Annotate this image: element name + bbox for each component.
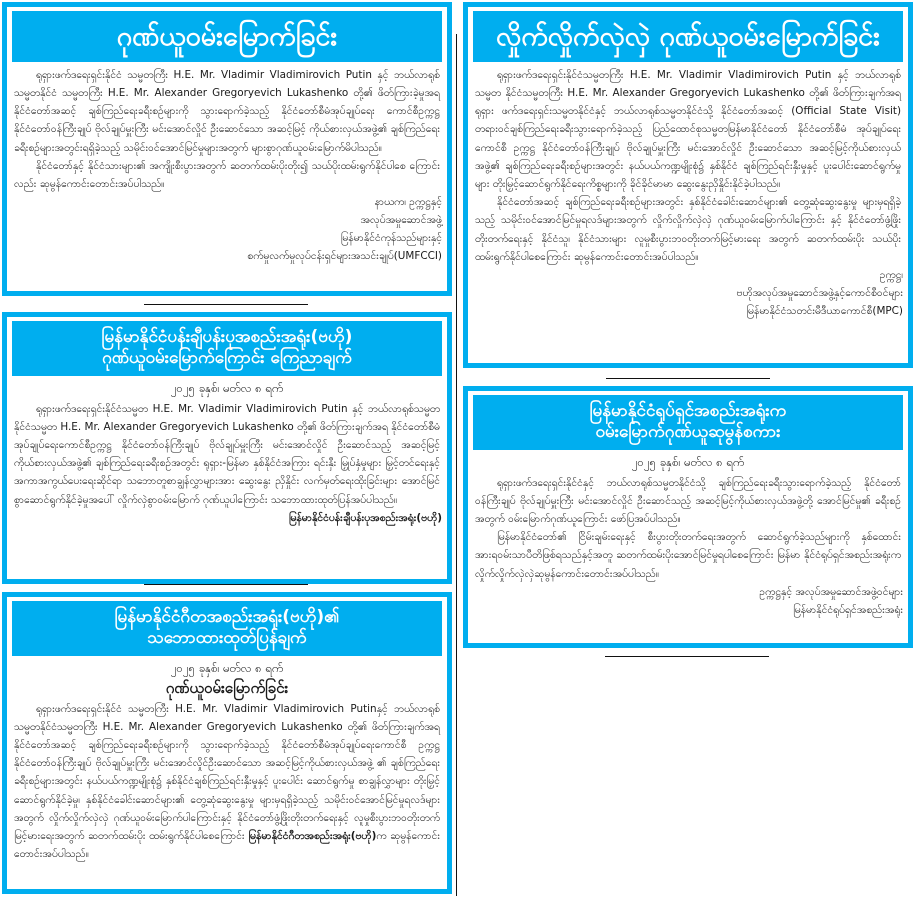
notice-body xyxy=(12,698,442,864)
signature-line: မြန်မာနိုင်ငံသတင်းမီဒီယာကောင်စီ(MPC) xyxy=(746,304,903,317)
signature-line: ဥက္ကဋ္ဌနှင့် အလုပ်အမှုဆောင်အဖွဲ့ဝင်များ xyxy=(759,585,903,598)
notice-body xyxy=(473,62,903,266)
notice-title-line: ဂုဏ်ယူဝမ်းမြောက်ကြောင်း ကြေညာချက် xyxy=(102,348,352,369)
notice-body xyxy=(12,398,442,509)
notice-title-line: မြန်မာနိုင်ငံရုပ်ရှင်အစည်းအရုံးက xyxy=(589,401,787,421)
notice-date: ၂၀၂၅ ခုနှစ်၊ မတ်လ ၈ ရက် xyxy=(170,660,284,675)
notice-press-council xyxy=(463,2,913,368)
notice-music-association xyxy=(2,592,452,894)
notice-title-line: လှိုက်လှိုက်လှဲလှဲ ဂုဏ်ယူဝမ်းမြောက်ခြင်း xyxy=(496,21,880,52)
notice-title xyxy=(12,11,442,62)
notice-signature xyxy=(12,509,442,527)
separator-rule xyxy=(144,584,308,585)
column-divider xyxy=(456,34,457,896)
notice-date: ၂၀၂၅ ခုနှစ်၊ မတ်လ ၈ ရက် xyxy=(631,454,745,469)
notice-date: ၂၀၂၅ ခုနှစ်၊ မတ်လ ၈ ရက် xyxy=(170,380,284,395)
notice-body xyxy=(473,472,903,583)
notice-paragraph: ရုရှားဖက်ဒရေးရှင်းနိုင်ငံ သမ္မတကြီး H.E. Mr. Vladimir Vladimirovich Putin နှင့် ဘယ်လာရုစ် သမ္မတနိုင်ငံ သမ္မတကြီး H.E. Mr. Alexander Gregoryevich Lukashenko တို့၏ ဖိတ်ကြားခဲ့မှုအရ နိုင်ငံတော်အဆင့် ချစ်ကြည်ရေးခရီးစဉ်များကို သွားရောက်ခဲ့သည့် နိုင်ငံတော်စီမံအုပ်ချုပ်ရေး ကောင်စီဥက္ကဋ္ဌ နိုင်ငံတော်ဝန်ကြီးချုပ် ဗိုလ်ချုပ်မှူးကြီး မင်းအောင်လှိုင် ဦးဆောင်သော အဆင့်မြင့် ကိုယ်စားလှယ်အဖွဲ့၏ ချစ်ကြည်ရေးခရီးစဉ်များအတွင်းရရှိခဲ့သည့် သမိုင်းဝင်အောင်မြင်မှုများအတွက် များစွာဂုဏ်ယူဝမ်းမြောက်မိပါသည်။ xyxy=(14,68,440,154)
notice-paragraph: ရုရှားဖက်ဒရေးရှင်းနိုင်ငံသမ္မတ H.E. Mr. Vladimir Vladimirovich Putin နှင့် ဘယ်လာရုစ်သမ္မတ နိုင်ငံသမ္မတ H.E. Mr. Alexander Gregoryevich Lukashenko တို့၏ ဖိတ်ကြားချက်အရ နိုင်ငံတော်စီမံ အုပ်ချုပ်ရေးကောင်စီဥက္ကဋ္ဌ နိုင်ငံတော်ဝန်ကြီးချုပ် ဗိုလ်ချုပ်မှူးကြီး မင်းအောင်လှိုင် ဦးဆောင်သည့် အဆင့်မြင့် ကိုယ်စားလှယ်အဖွဲ့၏ ချစ်ကြည်ရေးခရီးစဉ်အတွင်း ရုရှား-မြန်မာ နှစ်နိုင်ငံအကြား ရင်းနှီး မြှုပ်နှံမှုများ မြှင့်တင်ရေးနှင့် အကာအကွယ်ပေးရေးဆိုင်ရာ သဘောတူစာချွန်လွှာများအား ဆွေးနွေး ညှိနှိုင်း လက်မှတ်ရေးထိုးခြင်းများ အောင်မြင်စွာဆောင်ရွက်နိုင်ခဲ့မှုအပေါ် လှိုက်လှဲစွာဝမ်းမြောက် ဂုဏ်ယူပါကြောင်း သဘောထားထုတ်ပြန်အပ်ပါသည်။ xyxy=(14,402,440,506)
notice-title xyxy=(473,11,903,62)
notice-subheading: ဂုဏ်ယူဝမ်းမြောက်ခြင်း xyxy=(165,678,289,697)
notice-title-line: မြန်မာနိုင်ငံပန်းချီပန်းပုအစည်းအရုံး(ဗဟို) xyxy=(101,327,353,347)
notice-title xyxy=(12,601,442,656)
notice-signature xyxy=(473,266,903,320)
notice-title xyxy=(12,321,442,376)
signature-line: ဗဟိုအလုပ်အမှုဆောင်အဖွဲ့နှင့်ကောင်စီဝင်များ xyxy=(736,286,903,299)
notice-title xyxy=(473,395,903,450)
notice-paragraph: နိုင်ငံတော်နှင့် နိုင်ငံသားများ၏ အကျိုးစီးပွားအတွက် ဆတက်ထမ်းပိုးတိုး၍ သယ်ပိုးထမ်းရွက်နိုင်ပါစေ ကြောင်းလည်း ဆုမွန်ကောင်းတောင်းအပ်ပါသည်။ xyxy=(14,159,440,190)
separator-rule xyxy=(605,656,769,657)
signature-line: အလုပ်အမှုဆောင်အဖွဲ့ xyxy=(360,214,442,227)
signature-line: ဥက္ကဋ္ဌ၊ xyxy=(879,268,903,281)
notice-paragraph: ရုရှားဖက်ဒရေးရှင်းနိုင်ငံသမ္မတကြီး H.E. Mr. Vladimir Vladimirovich Putin နှင့် ဘယ်လာရုစ်သမ္မတ နိုင်ငံသမ္မတကြီး H.E. Mr. Alexander Gregoryevich Lukashenko တို့၏ ဖိတ်ကြားချက်အရ ရုရှား ဖက်ဒရေးရှင်းသမ္မတနိုင်ငံနှင့် ဘယ်လာရုစ်သမ္မတနိုင်ငံသို့ နိုင်ငံတော်အဆင့် (Official State Visit) တရားဝင်ချစ်ကြည်ရေးခရီးသွားရောက်ခဲ့သည့် ပြည်ထောင်စုသမ္မတမြန်မာနိုင်ငံတော် နိုင်ငံတော်စီမံ အုပ်ချုပ်ရေးကောင်စီ ဥက္ကဋ္ဌ နိုင်ငံတော်ဝန်ကြီးချုပ် ဗိုလ်ချုပ်မှူးကြီး မင်းအောင်လှိုင် ဦးဆောင်သော အဆင့်မြင့်ကိုယ်စားလှယ်အဖွဲ့၏ ချစ်ကြည်ရေးခရီးစဉ်များအတွင်း နယ်ပယ်ကဏ္ဍမျိုးစုံ၌ နှစ်နိုင်ငံ ချစ်ကြည်ရင်းနှီးမှုနှင့် ပူးပေါင်းဆောင်ရွက်မှုများ တိုးမြှင့်ဆောင်ရွက်နိုင်ရေးကိစ္စများကို ခိုင်ခိုင်မာမာ ဆွေးနွေးညှိနှိုင်းနိုင်ခဲ့ပါသည်။ xyxy=(475,68,901,190)
organization-name: မြန်မာနိုင်ငံဂီတအစည်းအရုံး(ဗဟို) xyxy=(248,829,377,842)
notice-body xyxy=(12,62,442,193)
notice-title-line: မြန်မာနိုင်ငံဂီတအစည်းအရုံး(ဗဟို)၏ xyxy=(114,607,340,627)
notice-title-line: သဘောထားထုတ်ပြန်ချက် xyxy=(147,628,307,649)
signature-line: စက်မှုလက်မှုလုပ်ငန်းရှင်များအသင်းချုပ်(UMFCCI) xyxy=(247,250,442,263)
notice-art-association xyxy=(2,312,452,584)
notice-title-line: ဝမ်းမြောက်ဂုဏ်ယူဆုမွန်စကား xyxy=(595,422,781,443)
signature-line: နာယက၊ ဥက္ကဋ္ဌနှင့် xyxy=(374,196,442,209)
notice-umfcci xyxy=(2,2,452,296)
notice-paragraph: မြန်မာနိုင်ငံတော်၏ ငြိမ်းချမ်းရေးနှင့် စီးပွားတိုးတက်ရေးအတွက် ဆောင်ရွက်ခဲ့သည်များကို နှစ်ထောင်းအားရဝမ်းသာပီတိဖြစ်ရသည်နှင့်အတူ ဆတက်ထမ်းပိုးအောင်မြင်မှုရပါစေကြောင်း မြန်မာ နိုင်ငံရုပ်ရှင်အစည်းအရုံးက လှိုက်လှိုက်လှဲလှဲဆုမွန်ကောင်းတောင်းအပ်ပါသည်။ xyxy=(475,531,901,580)
signature-line: မြန်မာနိုင်ငံပန်းချီပန်းပုအစည်းအရုံး(ဗဟို) xyxy=(288,511,442,524)
notice-motion-picture-association xyxy=(463,386,913,648)
notice-paragraph xyxy=(14,700,440,864)
notice-paragraph: နိုင်ငံတော်အဆင့် ချစ်ကြည်ရေးခရီးစဉ်များအတွင်း နှစ်နိုင်ငံခေါင်းဆောင်များ၏ တွေ့ဆုံဆွေးနွေးမှု များမှရရှိခဲ့သည့် သမိုင်းဝင်အောင်မြင်မှုရလဒ်များအတွက် လှိုက်လှိုက်လှဲလှဲ ဂုဏ်ယူဝမ်းမြောက်ပါကြောင်း နှင့် နိုင်ငံတော်ဖွံ့ဖြိုးတိုးတက်ရေးနှင့် နိုင်ငံသူ၊ နိုင်ငံသားများ လူမှုစီးပွားဘဝတိုးတက်မြင့်မားရေး အတွက် ဆတက်ထမ်းပိုး သယ်ပိုးထမ်းရွက်နိုင်ပါစေကြောင်း ဆုမွန်ကောင်းတောင်းအပ်ပါသည်။ xyxy=(475,196,901,263)
paragraph-closing: က ဆုမွန်ကောင်းတောင်းအပ်ပါသည်။ xyxy=(14,829,440,861)
notice-signature xyxy=(12,193,442,265)
notice-signature xyxy=(473,583,903,619)
signature-line: မြန်မာနိုင်ငံကုန်သည်များနှင့် xyxy=(340,232,442,245)
signature-line: မြန်မာနိုင်ငံရုပ်ရှင်အစည်းအရုံး xyxy=(793,603,903,616)
notice-paragraph: ရုရှားဖက်ဒရေးရှင်းနိုင်ငံနှင့် ဘယ်လာရုစ်သမ္မတနိုင်ငံသို့ ချစ်ကြည်ရေးခရီးသွားရောက်ခဲ့သည့် နိုင်ငံတော်ဝန်ကြီးချုပ် ဗိုလ်ချုပ်မှူးကြီး မင်းအောင်လှိုင် ဦးဆောင်သည့် အဆင့်မြင့်ကိုယ်စားလှယ်အဖွဲ့တို့ အောင်မြင်မှု၏ ခရီးစဉ်အတွက် ဝမ်းမြောက်ဂုဏ်ယူကြောင်း ဖော်ပြအပ်ပါသည်။ xyxy=(475,476,901,525)
separator-rule xyxy=(144,304,308,305)
paragraph-text: ရုရှားဖက်ဒရေးရှင်းနိုင်ငံ သမ္မတကြီး H.E. Mr. Vladimir Vladimirovich Putinနှင့် ဘယ်လာရုစ် သမ္မတနိုင်ငံသမ္မတကြီး H.E. Mr. Alexander Gregoryevich Lukashenko တို့၏ ဖိတ်ကြားချက်အရ နိုင်ငံတော်အဆင့် ချစ်ကြည်ရေးခရီးစဉ်များကို သွားရောက်ခဲ့သည့် နိုင်ငံတော်စီမံအုပ်ချုပ်ရေးကောင်စီ ဥက္ကဋ္ဌ နိုင်ငံတော်ဝန်ကြီးချုပ် ဗိုလ်ချုပ်မှူးကြီး မင်းအောင်လှိုင်ဦးဆောင်သော အဆင့်မြင့်ကိုယ်စားလှယ်အဖွဲ့ ၏ ချစ်ကြည်ရေးခရီးစဉ်များအတွင်း နယ်ပယ်ကဏ္ဍမျိုးစုံ၌ နှစ်နိုင်ငံချစ်ကြည်ရင်းနှီးမှုနှင့် ပူးပေါင်း ဆောင်ရွက်မှု စာချွန်လွှာများ တိုးမြှင့်ဆောင်ရွက်နိုင်ခဲ့မှု၊ နှစ်နိုင်ငံခေါင်းဆောင်များ၏ တွေ့ဆုံဆွေးနွေးမှု များမှရရှိခဲ့သည့် သမိုင်းဝင်အောင်မြင်မှုရလဒ်များအတွက် လှိုက်လှိုက်လှဲလှဲ ဂုဏ်ယူဝမ်းမြောက်ပါကြောင်းနှင့် နိုင်ငံတော်ဖွံ့ဖြိုးတိုးတက်ရေးနှင့် လူမှုစီးပွားဘဝတိုးတက်မြင့်မားရေးအတွက် ဆတက်ထမ်းပိုး ထမ်းရွက်နိုင်ပါစေကြောင်း xyxy=(14,702,440,842)
separator-rule xyxy=(606,378,770,379)
notice-title-line: ဂုဏ်ယူဝမ်းမြောက်ခြင်း xyxy=(116,21,338,52)
